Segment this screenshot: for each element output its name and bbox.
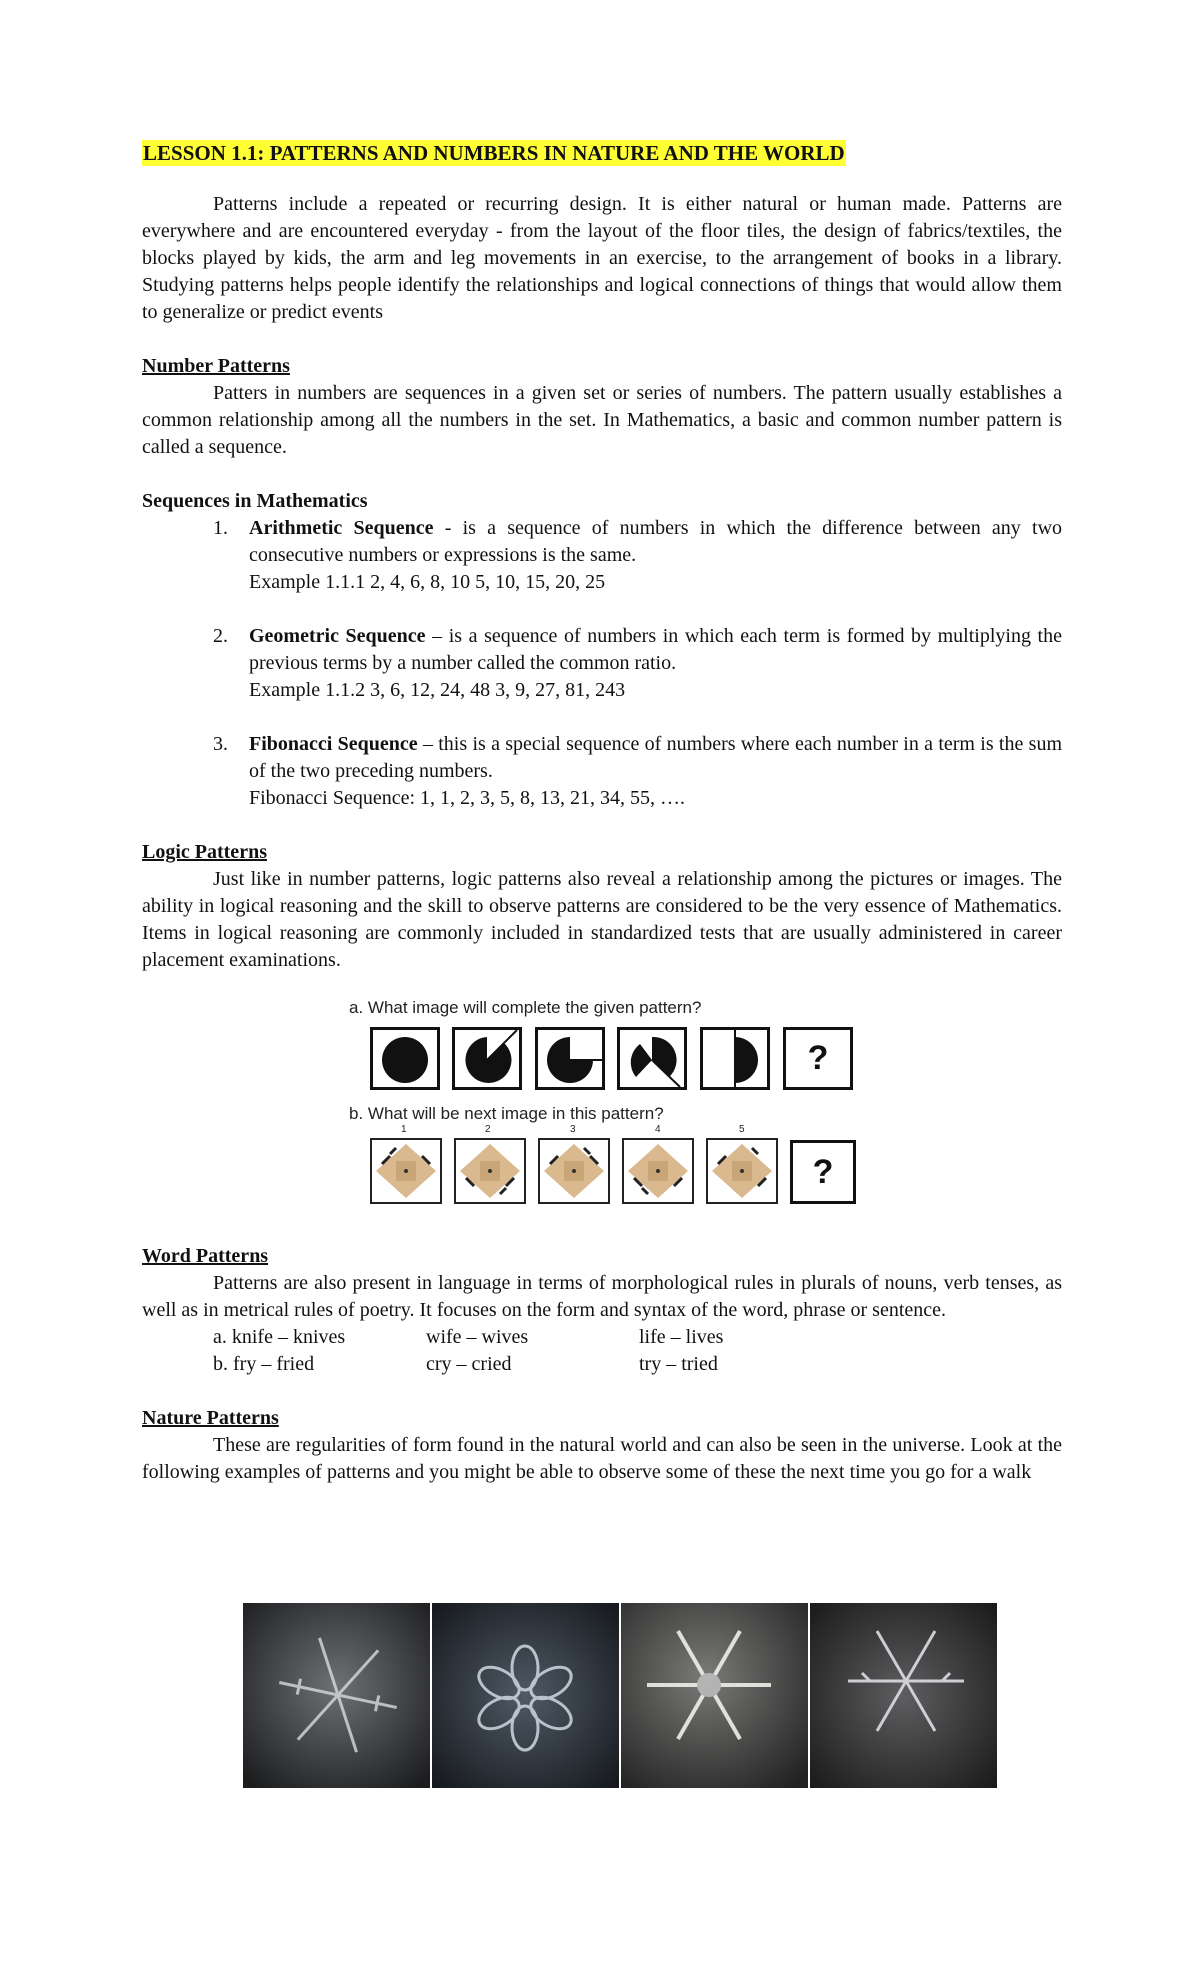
sequence-desc: – this is a special sequence of numbers where each number in a term is the sum of the two preceding numbers. <box>249 733 1062 782</box>
pattern-a-box-5 <box>700 1027 770 1090</box>
sequence-term: Arithmetic Sequence <box>249 517 434 539</box>
sequence-example: Fibonacci Sequence: 1, 1, 2, 3, 5, 8, 13, 21, 34, 55, …. <box>249 787 686 809</box>
nature-patterns-heading: Nature Patterns <box>142 1407 279 1429</box>
snowflake-icon <box>621 1603 808 1788</box>
snowflake-icon <box>810 1603 997 1788</box>
word-example: b. fry – fried <box>213 1353 315 1375</box>
pattern-b-tile-1 <box>370 1138 442 1204</box>
logic-patterns-heading: Logic Patterns <box>142 841 267 863</box>
lesson-title: LESSON 1.1: PATTERNS AND NUMBERS IN NATURE AND THE WORLD <box>143 141 845 165</box>
pie-circle-icon <box>620 1030 684 1087</box>
pattern-b-tile-3 <box>538 1138 610 1204</box>
pattern-a-box-3 <box>535 1027 605 1090</box>
sequence-term: Geometric Sequence <box>249 625 426 647</box>
intro-paragraph: Patterns include a repeated or recurring design. It is either natural or human made. Patterns are everywhere and are encountered everyday - from the layout of the floor tiles, the design of fabrics/textiles, the blocks played by kids, the arm and leg movements in an exercise, to the arrangement of books in a library. Studying patterns helps people identify the relationships and logical connections of things that would allow them to generalize or predict events <box>142 193 1062 323</box>
diamond-arrows-icon <box>708 1140 776 1202</box>
question-a-label: a. What image will complete the given pattern? <box>349 998 702 1017</box>
sequence-desc: – is a sequence of numbers in which each term is formed by multiplying the previous terms by a number called the common ratio. <box>249 625 1062 674</box>
nature-patterns-text: These are regularities of form found in the natural world and can also be seen in the universe. Look at the following examples of patterns and you might be able to observe some of these the next time you go for a walk <box>142 1434 1062 1483</box>
sequence-term: Fibonacci Sequence <box>249 733 418 755</box>
number-patterns-heading: Number Patterns <box>142 355 290 377</box>
sequence-desc: - is a sequence of numbers in which the difference between any two consecutive numbers or expressions is the same. <box>249 517 1063 566</box>
sequence-item-number: 3. <box>213 733 228 755</box>
pattern-a-box-4 <box>617 1027 687 1090</box>
sequence-item-number: 1. <box>213 517 228 539</box>
sequence-item-number: 2. <box>213 625 228 647</box>
tile-number: 3 <box>570 1124 576 1135</box>
snowflake-photo-1 <box>243 1603 430 1788</box>
pattern-a-answer-box: ? <box>783 1027 853 1090</box>
word-example: try – tried <box>639 1353 718 1375</box>
snowflake-icon <box>243 1603 430 1788</box>
document-page <box>142 140 1062 974</box>
snowflake-icon <box>432 1603 619 1788</box>
word-patterns-text: Patterns are also present in language in terms of morphological rules in plurals of nouns, verb tenses, as well as in metrical rules of poetry. It focuses on the form and syntax of the word, phrase or sentence. <box>142 1272 1062 1321</box>
pattern-a-box-1 <box>370 1027 440 1090</box>
diamond-arrows-icon <box>540 1140 608 1202</box>
number-patterns-text: Patters in numbers are sequences in a given set or series of numbers. The pattern usually establishes a common relationship among all the numbers in the set. In Mathematics, a basic and common number pattern is called a sequence. <box>142 382 1062 458</box>
sequence-example: Example 1.1.2 3, 6, 12, 24, 48 3, 9, 27, 81, 243 <box>249 679 626 701</box>
word-example: life – lives <box>639 1326 724 1348</box>
tile-number: 5 <box>739 1124 745 1135</box>
tile-number: 2 <box>485 1124 491 1135</box>
pattern-b-answer-box: ? <box>790 1140 856 1204</box>
diamond-arrows-icon <box>624 1140 692 1202</box>
question-b-label: b. What will be next image in this pattern? <box>349 1104 664 1123</box>
logic-patterns-text: Just like in number patterns, logic patterns also reveal a relationship among the pictures or images. The ability in logical reasoning and the skill to observe patterns are considered to be the very essence of Mathematics. Items in logical reasoning are commonly included in standardized tests that are usually administered in career placement examinations. <box>142 868 1062 971</box>
sequence-item-fibonacci <box>213 731 1062 812</box>
document-page-lower <box>142 1243 1062 1486</box>
tile-number: 4 <box>655 1124 661 1135</box>
snowflake-photo-4 <box>810 1603 997 1788</box>
pie-circle-icon <box>538 1030 602 1087</box>
pie-circle-icon <box>455 1030 519 1087</box>
sequence-item-arithmetic <box>213 515 1062 596</box>
word-example: wife – wives <box>426 1326 529 1348</box>
word-patterns-heading: Word Patterns <box>142 1245 269 1267</box>
filled-circle-icon <box>373 1030 437 1087</box>
sequence-example: Example 1.1.1 2, 4, 6, 8, 10 5, 10, 15, 20, 25 <box>249 571 606 593</box>
word-example: cry – cried <box>426 1353 512 1375</box>
snowflake-photo-2 <box>432 1603 619 1788</box>
pattern-a-box-2 <box>452 1027 522 1090</box>
diamond-arrows-icon <box>372 1140 440 1202</box>
word-examples <box>213 1324 1062 1378</box>
tile-number: 1 <box>401 1124 407 1135</box>
sequence-item-geometric <box>213 623 1062 704</box>
half-circle-icon <box>703 1030 767 1087</box>
snowflake-photo-3 <box>621 1603 808 1788</box>
diamond-arrows-icon <box>456 1140 524 1202</box>
pattern-b-tile-2 <box>454 1138 526 1204</box>
word-example: a. knife – knives <box>213 1326 346 1348</box>
pattern-b-tile-5 <box>706 1138 778 1204</box>
pattern-b-tile-4 <box>622 1138 694 1204</box>
sequences-heading: Sequences in Mathematics <box>142 490 368 512</box>
